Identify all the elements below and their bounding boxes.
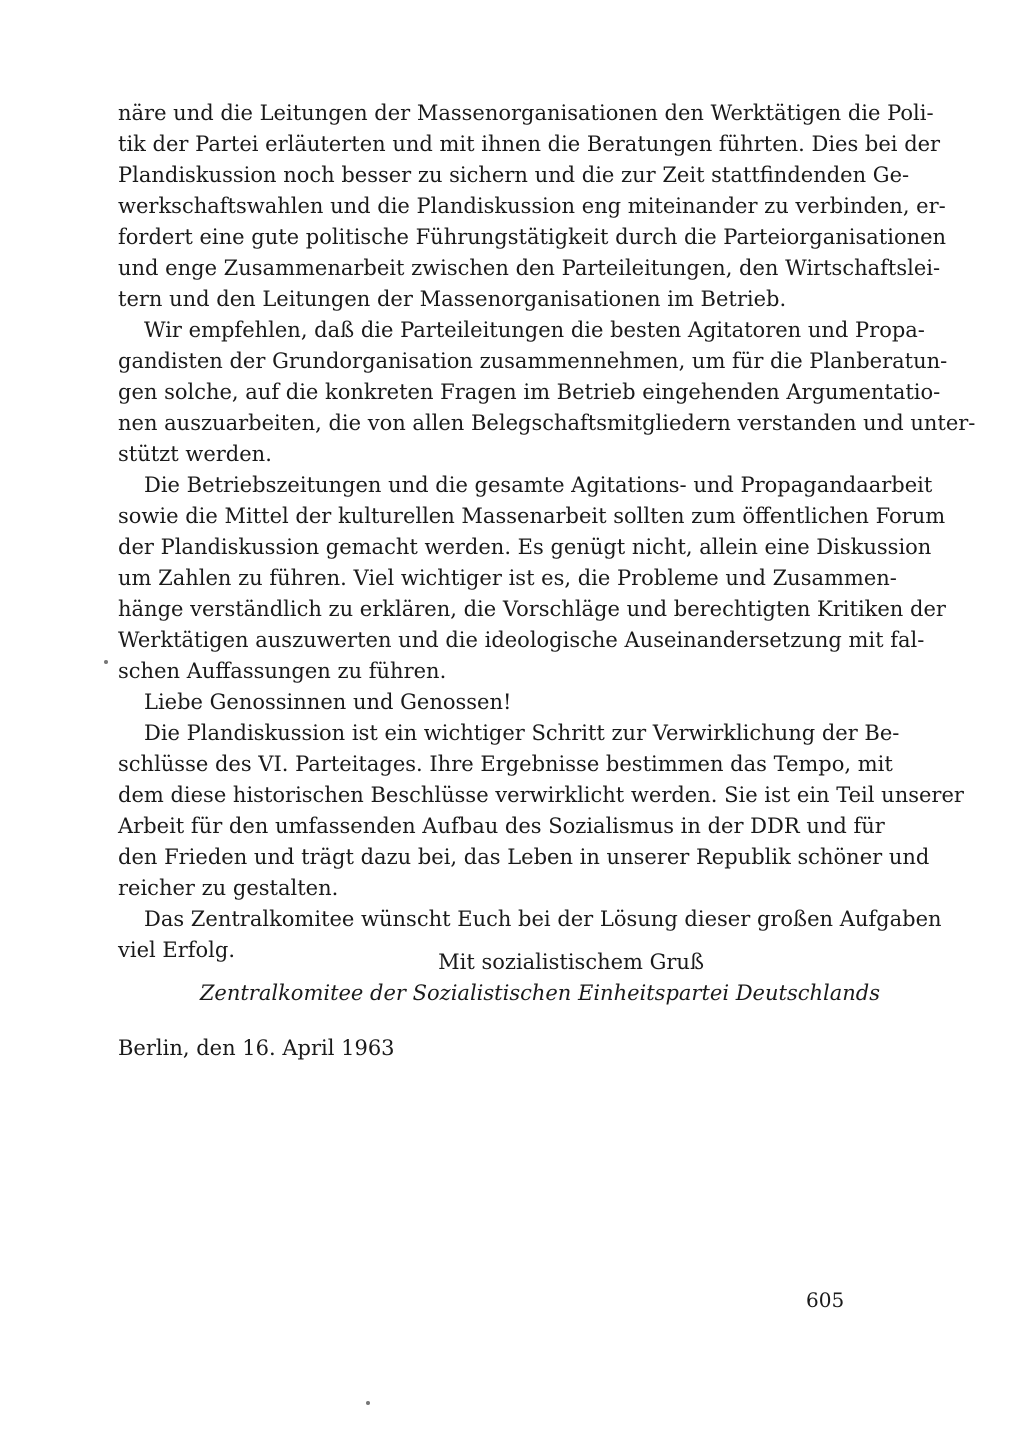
paragraph: [118, 315, 976, 470]
text-line: gandisten der Grundorganisation zusammennehmen, um für die Planberatun-: [118, 349, 948, 373]
text-line: näre und die Leitungen der Massenorganisationen den Werktätigen die Poli-: [118, 101, 934, 125]
text-line: Das Zentralkomitee wünscht Euch bei der Lösung dieser großen Aufgaben: [144, 907, 942, 931]
closing-block: [118, 947, 880, 1009]
scan-speck: [104, 660, 108, 664]
paragraph: [118, 718, 964, 904]
scan-speck: [366, 1401, 370, 1405]
paragraph: [118, 98, 947, 315]
text-line: schlüsse des VI. Parteitages. Ihre Ergebnisse bestimmen das Tempo, mit: [118, 752, 893, 776]
text-line: um Zahlen zu führen. Viel wichtiger ist es, die Probleme und Zusammen-: [118, 566, 897, 590]
paragraph: [118, 470, 946, 687]
signature: Zentralkomitee der Sozialistischen Einheitspartei Deutschlands: [199, 981, 880, 1005]
text-line: reicher zu gestalten.: [118, 876, 339, 900]
letter-body: [118, 98, 976, 966]
text-line: dem diese historischen Beschlüsse verwirklicht werden. Sie ist ein Teil unserer: [118, 783, 964, 807]
text-line: Werktätigen auszuwerten und die ideologische Auseinandersetzung mit fal-: [118, 628, 925, 652]
text-line: Arbeit für den umfassenden Aufbau des Sozialismus in der DDR und für: [118, 814, 885, 838]
text-line: fordert eine gute politische Führungstätigkeit durch die Parteiorganisationen: [118, 225, 947, 249]
text-line: Plandiskussion noch besser zu sichern und die zur Zeit stattfindenden Ge-: [118, 163, 910, 187]
text-line: stützt werden.: [118, 442, 272, 466]
salutation: [118, 687, 880, 718]
closing-greeting: Mit sozialistischem Gruß: [438, 950, 704, 974]
text-line: viel Erfolg.: [118, 938, 236, 962]
page-number: 605: [806, 1288, 845, 1312]
text-line: tern und den Leitungen der Massenorganisationen im Betrieb.: [118, 287, 787, 311]
text-line: den Frieden und trägt dazu bei, das Leben in unserer Republik schöner und: [118, 845, 930, 869]
dateline: Berlin, den 16. April 1963: [118, 1036, 395, 1060]
text-line: hänge verständlich zu erklären, die Vorschläge und berechtigten Kritiken der: [118, 597, 946, 621]
text-line: nen auszuarbeiten, die von allen Belegschaftsmitgliedern verstanden und unter-: [118, 411, 976, 435]
text-line: Wir empfehlen, daß die Parteileitungen die besten Agitatoren und Propa-: [144, 318, 925, 342]
text-line: Liebe Genossinnen und Genossen!: [144, 690, 512, 714]
text-line: Die Plandiskussion ist ein wichtiger Schritt zur Verwirklichung der Be-: [144, 721, 900, 745]
text-line: tik der Partei erläuterten und mit ihnen die Beratungen führten. Dies bei der: [118, 132, 941, 156]
text-line: schen Auffassungen zu führen.: [118, 659, 447, 683]
text-line: der Plandiskussion gemacht werden. Es genügt nicht, allein eine Diskussion: [118, 535, 932, 559]
text-line: werkschaftswahlen und die Plandiskussion eng miteinander zu verbinden, er-: [118, 194, 946, 218]
text-line: gen solche, auf die konkreten Fragen im Betrieb eingehenden Argumentatio-: [118, 380, 941, 404]
text-line: Die Betriebszeitungen und die gesamte Agitations- und Propagandaarbeit: [144, 473, 933, 497]
text-line: und enge Zusammenarbeit zwischen den Parteileitungen, den Wirtschaftslei-: [118, 256, 941, 280]
text-line: sowie die Mittel der kulturellen Massenarbeit sollten zum öffentlichen Forum: [118, 504, 946, 528]
